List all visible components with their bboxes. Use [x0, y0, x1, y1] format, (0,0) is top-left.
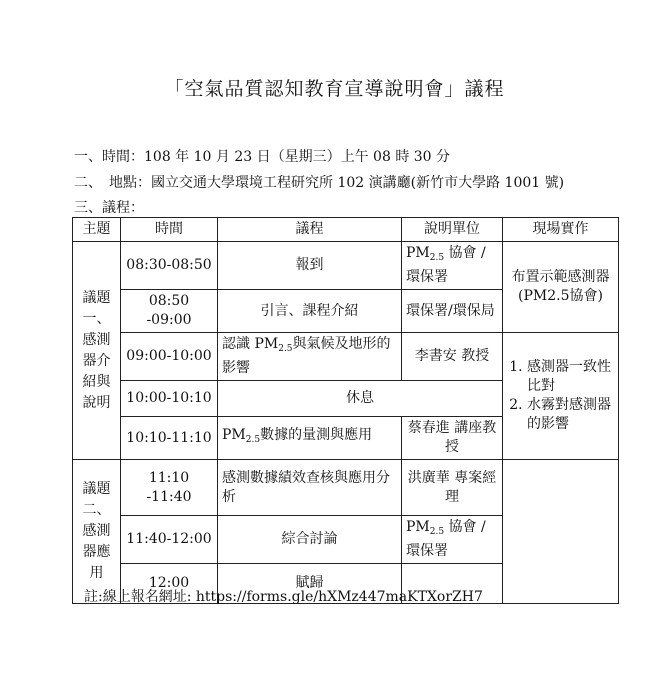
page-title: 「空氣品質認知教育宣導說明會」議程	[164, 78, 505, 100]
agenda-cell	[218, 417, 402, 460]
practice-empty	[503, 460, 619, 604]
agenda-table	[72, 217, 619, 604]
agenda-cell	[218, 333, 402, 381]
agenda-text: 認識 PM	[222, 336, 279, 352]
info-agenda-heading: 三、議程：	[74, 200, 144, 216]
unit-cell: 蔡春進 講座教授	[402, 417, 503, 460]
time-cell: 08:50 -09:00	[121, 290, 218, 333]
header-agenda: 議程	[218, 218, 402, 242]
unit-subscript: 2.5	[429, 253, 445, 263]
agenda-text: PM	[222, 427, 246, 443]
agenda-cell: 引言、課程介紹	[218, 290, 402, 333]
table-row	[73, 242, 619, 290]
unit-text: PM	[406, 519, 430, 535]
table-row	[73, 460, 619, 516]
agenda-cell: 感測數據績效查核與應用分析	[218, 460, 402, 516]
agenda-text: 與氣候及地形的影響	[222, 336, 391, 376]
unit-subscript: 2.5	[429, 527, 445, 537]
topic-2: 議題二、感測器應用	[73, 460, 121, 604]
unit-text: PM	[406, 245, 430, 261]
header-time: 時間	[121, 218, 218, 242]
agenda-text: 數據的量測與應用	[260, 427, 373, 443]
practice-1: 布置示範感測器(PM2.5協會)	[503, 242, 619, 333]
info-time: 一、時間：108 年 10 月 23 日（星期三）上午 08 時 30 分	[74, 149, 451, 165]
agenda-subscript: 2.5	[245, 435, 261, 445]
topic-1: 議題一、感測器介紹與說明	[73, 242, 121, 460]
time-cell: 08:30-08:50	[121, 242, 218, 290]
agenda-cell: 休息	[218, 381, 503, 417]
info-place: 二、 地點：國立交通大學環境工程研究所 102 演講廳(新竹市大學路 1001 號)	[74, 175, 565, 191]
table-header-row	[73, 218, 619, 242]
practice-item: 2. 水霧對感測器的影響	[527, 396, 614, 434]
unit-cell	[402, 516, 503, 564]
time-cell: 11:40-12:00	[121, 516, 218, 564]
time-cell: 11:10 -11:40	[121, 460, 218, 516]
table-row	[73, 333, 619, 381]
time-cell: 12:00	[121, 564, 218, 604]
registration-note: 註:線上報名網址: https://forms.gle/hXMz447maKTXorZH7	[84, 589, 483, 605]
unit-cell: 李書安 教授	[402, 333, 503, 381]
practice-item: 1. 感測器一致性比對	[527, 358, 614, 396]
agenda-subscript: 2.5	[278, 344, 293, 354]
agenda-cell: 綜合討論	[218, 516, 402, 564]
time-cell: 09:00-10:00	[121, 333, 218, 381]
unit-cell: 洪廣華 專案經理	[402, 460, 503, 516]
unit-text: 協會 / 環保署	[406, 519, 486, 559]
header-topic: 主題	[73, 218, 121, 242]
header-practice: 現場實作	[503, 218, 619, 242]
agenda-cell: 報到	[218, 242, 402, 290]
header-unit: 說明單位	[402, 218, 503, 242]
agenda-cell: 賦歸	[218, 564, 402, 604]
time-cell: 10:00-10:10	[121, 381, 218, 417]
unit-cell: 環保署/環保局	[402, 290, 503, 333]
time-cell: 10:10-11:10	[121, 417, 218, 460]
unit-text: 協會 / 環保署	[406, 245, 486, 285]
practice-2	[503, 333, 619, 460]
unit-cell	[402, 242, 503, 290]
